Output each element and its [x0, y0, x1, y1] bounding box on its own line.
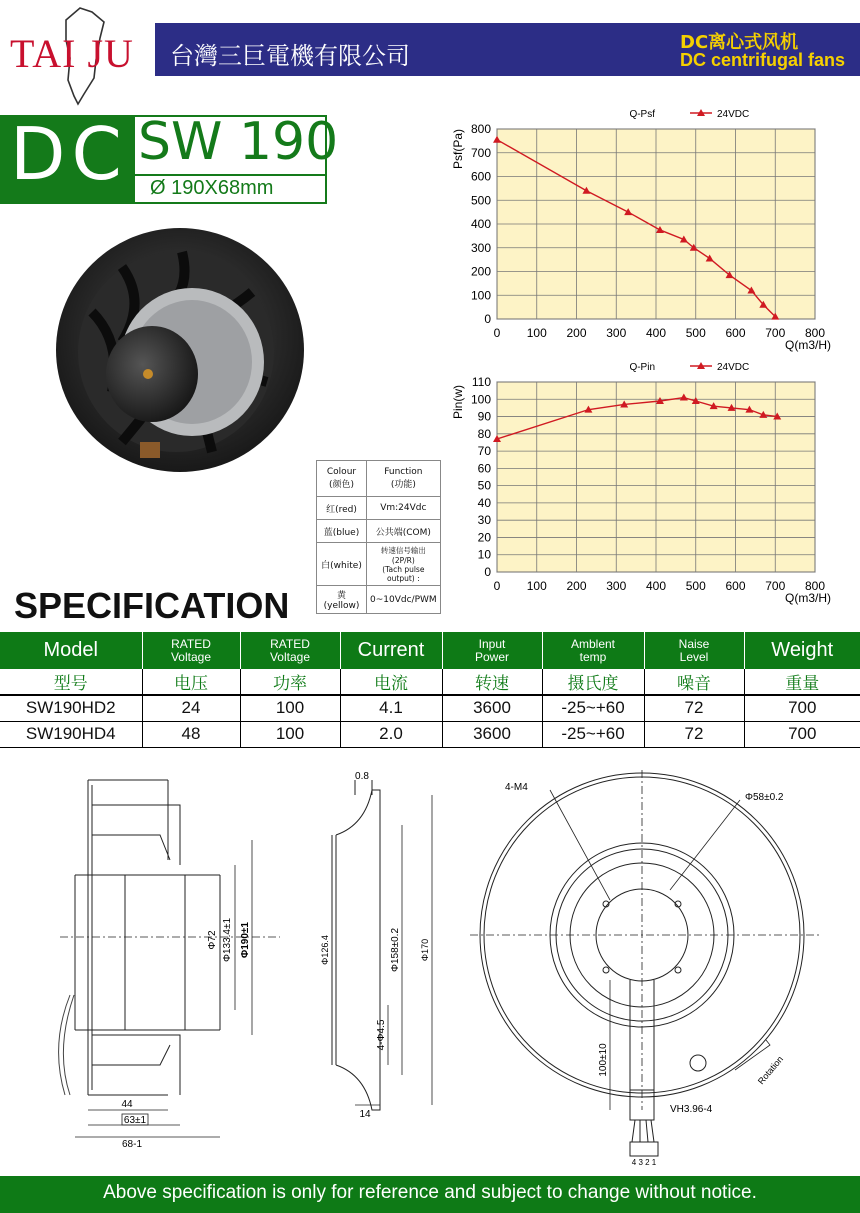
- wire-colour: 蓝(blue): [317, 520, 367, 543]
- tagline-cn: DC离心式风机: [680, 32, 799, 53]
- drawing-side-view: [30, 765, 280, 1155]
- spec-header-cn: 重量: [744, 669, 860, 695]
- x-tick-label: 800: [804, 579, 826, 593]
- y-tick-label: 200: [470, 264, 491, 279]
- dim-label: 4-M4: [505, 782, 528, 793]
- y-axis-label: Pin(w): [451, 384, 465, 420]
- x-tick-label: 300: [606, 326, 627, 340]
- y-tick-label: 0: [484, 565, 491, 579]
- chart-q-psf: [440, 103, 840, 358]
- spec-cell: -25~+60: [542, 695, 644, 721]
- dim-label: Φ133.4±1: [222, 917, 233, 963]
- spec-header-cn: 电压: [142, 669, 240, 695]
- spec-cell: 72: [644, 721, 744, 747]
- x-tick-label: 0: [493, 579, 501, 593]
- y-tick-label: 30: [477, 513, 491, 528]
- spec-cell: 4.1: [340, 695, 442, 721]
- dim-label: 4 3 2 1: [631, 1158, 657, 1167]
- spec-cell: 3600: [442, 695, 542, 721]
- dim-label: 68-1: [121, 1139, 143, 1150]
- spec-header: Weight: [744, 632, 860, 669]
- spec-header: RATED Voltage: [142, 632, 240, 669]
- dim-label: 44: [121, 1099, 133, 1110]
- dim-label: Φ58±0.2: [745, 792, 784, 803]
- x-tick-label: 100: [526, 326, 547, 340]
- y-tick-label: 80: [477, 426, 491, 441]
- model-code: [138, 112, 338, 172]
- x-tick-label: 600: [725, 326, 746, 340]
- y-axis-label: Psf(Pa): [451, 128, 465, 170]
- model-code-letters: SW: [138, 112, 223, 172]
- dim-label: Φ72: [207, 930, 218, 950]
- y-tick-label: 20: [477, 530, 491, 545]
- dim-label: Φ126.4: [320, 935, 330, 965]
- spec-header: Naise Level: [644, 632, 744, 669]
- chart-title: Q-Pin: [629, 362, 655, 373]
- spec-header-cn: 摄氏度: [542, 669, 644, 695]
- y-tick-label: 50: [477, 478, 491, 493]
- spec-header: Input Power: [442, 632, 542, 669]
- spec-table: [0, 632, 860, 748]
- y-tick-label: 600: [470, 169, 491, 184]
- x-tick-label: 800: [804, 326, 826, 340]
- spec-cell: SW190HD4: [0, 721, 142, 747]
- y-tick-label: 0: [484, 312, 491, 326]
- spec-cell: 2.0: [340, 721, 442, 747]
- x-tick-label: 300: [606, 579, 627, 593]
- dim-label: Φ158±0.2: [390, 927, 401, 973]
- dim-label: 0.8: [355, 771, 369, 782]
- y-tick-label: 700: [470, 145, 491, 160]
- spec-header-cn: 型号: [0, 669, 142, 695]
- spec-header-cn: 转速: [442, 669, 542, 695]
- x-tick-label: 400: [645, 579, 667, 593]
- x-tick-label: 500: [685, 579, 706, 593]
- wire-colour: 红(red): [317, 497, 367, 520]
- dim-label: 14: [359, 1109, 371, 1120]
- legend-label: 24VDC: [717, 362, 750, 373]
- x-tick-label: 100: [526, 579, 547, 593]
- x-tick-label: 700: [765, 326, 786, 340]
- drawing-front-view: [470, 770, 850, 1170]
- spec-cell: 100: [240, 695, 340, 721]
- x-tick-label: 0: [493, 326, 501, 340]
- tagline-en: DC centrifugal fans: [680, 50, 846, 70]
- wire-header-function: Function (功能): [367, 461, 441, 497]
- logo: [0, 0, 150, 110]
- y-tick-label: 110: [471, 375, 491, 389]
- x-tick-label: 500: [685, 326, 706, 340]
- wire-row: [317, 497, 441, 520]
- y-tick-label: 10: [477, 547, 491, 562]
- y-tick-label: 90: [477, 409, 491, 424]
- y-tick-label: 400: [470, 217, 491, 231]
- wire-colour: 白(white): [317, 543, 367, 586]
- dim-label: Rotation: [755, 1054, 786, 1087]
- x-axis-label: Q(m3/H): [785, 591, 831, 605]
- legend-label: 24VDC: [717, 109, 750, 120]
- dim-label: 100±10: [598, 1043, 609, 1077]
- dc-badge-text: DC: [10, 112, 128, 196]
- spec-cell: SW190HD2: [0, 695, 142, 721]
- spec-cell: -25~+60: [542, 721, 644, 747]
- chart-q-pin: [440, 356, 840, 611]
- spec-header-row: [0, 632, 860, 669]
- spec-cell: 24: [142, 695, 240, 721]
- spec-heading: SPECIFICATION: [14, 585, 290, 626]
- spec-cell: 3600: [442, 721, 542, 747]
- wire-function: 公共端(COM): [367, 520, 441, 543]
- chart-title: Q-Psf: [629, 109, 655, 120]
- company-name: 台灣三巨電機有限公司: [170, 42, 410, 70]
- wire-colour: 黄(yellow): [317, 586, 367, 614]
- x-tick-label: 700: [765, 579, 786, 593]
- y-tick-label: 60: [477, 461, 491, 476]
- dim-label: Φ170: [420, 938, 430, 962]
- spec-cell: 72: [644, 695, 744, 721]
- spec-header-cn: 电流: [340, 669, 442, 695]
- x-tick-label: 400: [645, 326, 667, 340]
- spec-cell: 700: [744, 695, 860, 721]
- spec-header: Amblent temp: [542, 632, 644, 669]
- spec-header: RATED Voltage: [240, 632, 340, 669]
- dim-label: 4-Φ4.5: [376, 1019, 387, 1051]
- footer-text: Above specification is only for reference and subject to change without notice.: [103, 1182, 757, 1203]
- x-tick-label: 200: [566, 326, 587, 340]
- dim-label: 63±1: [123, 1115, 147, 1126]
- spec-row: [0, 721, 860, 747]
- y-tick-label: 800: [470, 122, 491, 136]
- y-tick-label: 70: [477, 444, 491, 459]
- spec-row: [0, 695, 860, 721]
- y-tick-label: 100: [470, 392, 491, 407]
- spec-cell: 700: [744, 721, 860, 747]
- y-tick-label: 40: [477, 495, 491, 510]
- model-divider: [135, 174, 325, 176]
- wire-function: 0~10Vdc/PWM: [367, 586, 441, 614]
- wire-row: [317, 586, 441, 614]
- y-tick-label: 100: [470, 288, 491, 303]
- wire-table: [316, 460, 441, 614]
- spec-header: Model: [0, 632, 142, 669]
- fan-image: [52, 222, 312, 482]
- wire-header-colour: Colour (颜色): [317, 461, 367, 497]
- spec-header-cn: 噪音: [644, 669, 744, 695]
- wire-function: 转速信号输出(2P/R) (Tach pulse output) :: [367, 543, 441, 586]
- wire-function: Vm:24Vdc: [367, 497, 441, 520]
- x-tick-label: 200: [566, 579, 587, 593]
- spec-header-cn: 功率: [240, 669, 340, 695]
- spec-header: Current: [340, 632, 442, 669]
- y-tick-label: 300: [470, 240, 491, 255]
- spec-cell: 100: [240, 721, 340, 747]
- x-axis-label: Q(m3/H): [785, 338, 831, 352]
- dim-label: Φ190±1: [240, 922, 251, 958]
- wire-row: [317, 520, 441, 543]
- wire-row: [317, 543, 441, 586]
- drawing-section-view: [310, 765, 450, 1125]
- y-tick-label: 500: [470, 193, 491, 208]
- wire-table-header: [317, 461, 441, 497]
- spec-header-cn-row: [0, 669, 860, 695]
- model-code-number: 190: [238, 112, 339, 172]
- dim-label: VH3.96-4: [670, 1104, 713, 1115]
- x-tick-label: 600: [725, 579, 746, 593]
- spec-cell: 48: [142, 721, 240, 747]
- model-size: Ø 190X68mm: [150, 177, 274, 199]
- logo-text: TAI JU: [10, 31, 134, 76]
